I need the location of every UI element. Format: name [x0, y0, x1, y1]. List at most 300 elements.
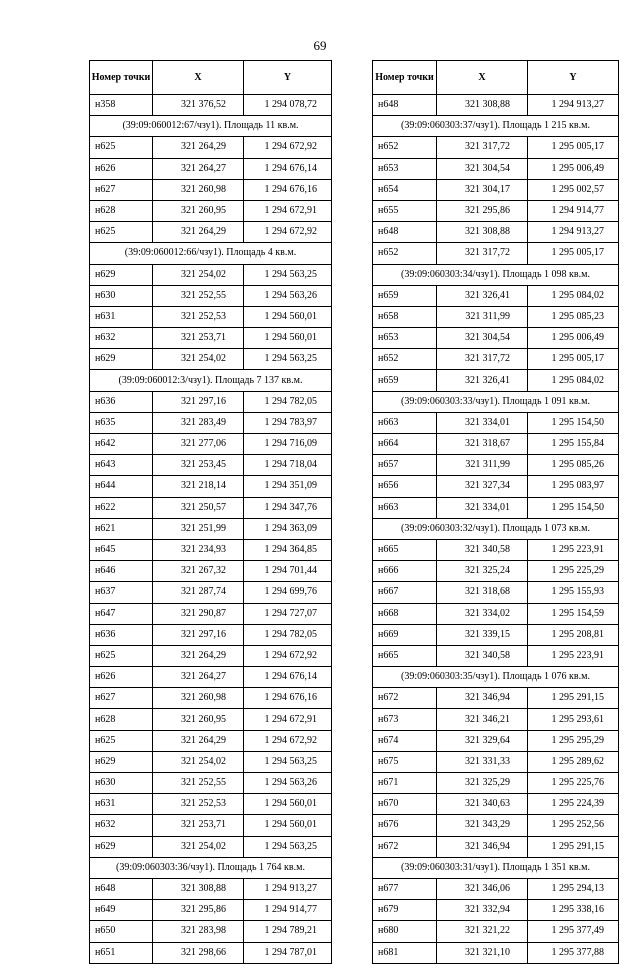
- y-coordinate-cell: 1 295 225,76: [528, 773, 619, 794]
- x-coordinate-cell: 321 311,99: [437, 455, 528, 476]
- x-coordinate-cell: 321 334,02: [437, 603, 528, 624]
- point-number-cell: н648: [90, 878, 153, 899]
- header-point-number: Номер точки: [90, 61, 153, 95]
- table-row: [373, 815, 619, 836]
- x-coordinate-cell: 321 264,29: [153, 730, 244, 751]
- x-coordinate-cell: 321 334,01: [437, 412, 528, 433]
- parcel-area-caption: (39:09:060012:3/чзу1). Площадь 7 137 кв.м.: [90, 370, 332, 391]
- table-row: [90, 497, 332, 518]
- x-coordinate-cell: 321 308,88: [437, 222, 528, 243]
- x-coordinate-cell: 321 332,94: [437, 900, 528, 921]
- x-coordinate-cell: 321 295,86: [437, 200, 528, 221]
- section-header-row: [90, 370, 332, 391]
- point-number-cell: н625: [90, 137, 153, 158]
- table-row: [373, 328, 619, 349]
- section-header-row: [373, 116, 619, 137]
- point-number-cell: н656: [373, 476, 437, 497]
- y-coordinate-cell: 1 295 294,13: [528, 878, 619, 899]
- x-coordinate-cell: 321 252,55: [153, 773, 244, 794]
- x-coordinate-cell: 321 264,29: [153, 222, 244, 243]
- point-number-cell: н652: [373, 137, 437, 158]
- table-row: [373, 200, 619, 221]
- x-coordinate-cell: 321 331,33: [437, 751, 528, 772]
- table-row: [90, 200, 332, 221]
- point-number-cell: н647: [90, 603, 153, 624]
- y-coordinate-cell: 1 294 787,01: [244, 942, 332, 963]
- y-coordinate-cell: 1 295 006,49: [528, 328, 619, 349]
- table-row: [373, 730, 619, 751]
- x-coordinate-cell: 321 339,15: [437, 624, 528, 645]
- table-row: [90, 179, 332, 200]
- table-row: [90, 285, 332, 306]
- point-number-cell: н652: [373, 349, 437, 370]
- table-row: [90, 582, 332, 603]
- point-number-cell: н669: [373, 624, 437, 645]
- y-coordinate-cell: 1 294 676,16: [244, 688, 332, 709]
- x-coordinate-cell: 321 254,02: [153, 349, 244, 370]
- table-row: [90, 878, 332, 899]
- table-row: [373, 434, 619, 455]
- x-coordinate-cell: 321 346,06: [437, 878, 528, 899]
- table-row: [373, 285, 619, 306]
- point-number-cell: н629: [90, 836, 153, 857]
- point-number-cell: н636: [90, 391, 153, 412]
- y-coordinate-cell: 1 295 005,17: [528, 137, 619, 158]
- point-number-cell: н625: [90, 730, 153, 751]
- y-coordinate-cell: 1 295 155,93: [528, 582, 619, 603]
- point-number-cell: н681: [373, 942, 437, 963]
- y-coordinate-cell: 1 294 672,91: [244, 709, 332, 730]
- x-coordinate-cell: 321 267,32: [153, 561, 244, 582]
- point-number-cell: н643: [90, 455, 153, 476]
- point-number-cell: н665: [373, 539, 437, 560]
- point-number-cell: н630: [90, 285, 153, 306]
- y-coordinate-cell: 1 295 223,91: [528, 645, 619, 666]
- table-row: [373, 900, 619, 921]
- y-coordinate-cell: 1 295 005,17: [528, 349, 619, 370]
- point-number-cell: н629: [90, 349, 153, 370]
- table-row: [373, 751, 619, 772]
- y-coordinate-cell: 1 295 223,91: [528, 539, 619, 560]
- table-row: [90, 730, 332, 751]
- y-coordinate-cell: 1 294 718,04: [244, 455, 332, 476]
- x-coordinate-cell: 321 317,72: [437, 349, 528, 370]
- point-number-cell: н626: [90, 158, 153, 179]
- table-row: [373, 794, 619, 815]
- table-row: [90, 773, 332, 794]
- table-row: [373, 709, 619, 730]
- y-coordinate-cell: 1 295 377,88: [528, 942, 619, 963]
- section-header-row: [90, 243, 332, 264]
- y-coordinate-cell: 1 294 563,26: [244, 773, 332, 794]
- y-coordinate-cell: 1 294 563,26: [244, 285, 332, 306]
- point-number-cell: н628: [90, 200, 153, 221]
- y-coordinate-cell: 1 295 289,62: [528, 751, 619, 772]
- header-point-number: Номер точки: [373, 61, 437, 95]
- x-coordinate-cell: 321 264,27: [153, 667, 244, 688]
- x-coordinate-cell: 321 260,98: [153, 688, 244, 709]
- header-x: X: [437, 61, 528, 95]
- table-row: [373, 349, 619, 370]
- y-coordinate-cell: 1 294 347,76: [244, 497, 332, 518]
- x-coordinate-cell: 321 253,71: [153, 815, 244, 836]
- y-coordinate-cell: 1 295 154,59: [528, 603, 619, 624]
- x-coordinate-cell: 321 318,68: [437, 582, 528, 603]
- table-row: [90, 306, 332, 327]
- y-coordinate-cell: 1 294 914,77: [528, 200, 619, 221]
- table-row: [373, 455, 619, 476]
- point-number-cell: н627: [90, 179, 153, 200]
- y-coordinate-cell: 1 294 563,25: [244, 264, 332, 285]
- x-coordinate-cell: 321 304,54: [437, 328, 528, 349]
- point-number-cell: н625: [90, 645, 153, 666]
- x-coordinate-cell: 321 346,21: [437, 709, 528, 730]
- table-row: [90, 434, 332, 455]
- table-row: [90, 942, 332, 963]
- section-header-row: [90, 857, 332, 878]
- point-number-cell: н659: [373, 370, 437, 391]
- x-coordinate-cell: 321 218,14: [153, 476, 244, 497]
- y-coordinate-cell: 1 294 699,76: [244, 582, 332, 603]
- y-coordinate-cell: 1 294 676,16: [244, 179, 332, 200]
- table-row: [90, 222, 332, 243]
- table-row: [90, 751, 332, 772]
- x-coordinate-cell: 321 304,17: [437, 179, 528, 200]
- point-number-cell: н674: [373, 730, 437, 751]
- point-number-cell: н658: [373, 306, 437, 327]
- table-row: [90, 539, 332, 560]
- parcel-area-caption: (39:09:060012:67/чзу1). Площадь 11 кв.м.: [90, 116, 332, 137]
- x-coordinate-cell: 321 290,87: [153, 603, 244, 624]
- point-number-cell: н676: [373, 815, 437, 836]
- table-row: [90, 95, 332, 116]
- table-row: [373, 476, 619, 497]
- point-number-cell: н667: [373, 582, 437, 603]
- point-number-cell: н358: [90, 95, 153, 116]
- table-row: [373, 222, 619, 243]
- point-number-cell: н671: [373, 773, 437, 794]
- table-row: [373, 582, 619, 603]
- y-coordinate-cell: 1 294 782,05: [244, 624, 332, 645]
- table-row: [373, 306, 619, 327]
- y-coordinate-cell: 1 294 701,44: [244, 561, 332, 582]
- x-coordinate-cell: 321 250,57: [153, 497, 244, 518]
- x-coordinate-cell: 321 321,10: [437, 942, 528, 963]
- point-number-cell: н646: [90, 561, 153, 582]
- table-row: [90, 645, 332, 666]
- parcel-area-caption: (39:09:060012:66/чзу1). Площадь 4 кв.м.: [90, 243, 332, 264]
- table-row: [373, 497, 619, 518]
- point-number-cell: н622: [90, 497, 153, 518]
- point-number-cell: н632: [90, 328, 153, 349]
- section-header-row: [373, 667, 619, 688]
- x-coordinate-cell: 321 329,64: [437, 730, 528, 751]
- table-row: [90, 349, 332, 370]
- table-row: [90, 158, 332, 179]
- y-coordinate-cell: 1 294 364,85: [244, 539, 332, 560]
- x-coordinate-cell: 321 334,01: [437, 497, 528, 518]
- y-coordinate-cell: 1 295 252,56: [528, 815, 619, 836]
- page-number: 69: [313, 38, 327, 53]
- x-coordinate-cell: 321 260,98: [153, 179, 244, 200]
- table-row: [90, 815, 332, 836]
- y-coordinate-cell: 1 295 002,57: [528, 179, 619, 200]
- x-coordinate-cell: 321 376,52: [153, 95, 244, 116]
- table-row: [90, 518, 332, 539]
- table-row: [90, 900, 332, 921]
- y-coordinate-cell: 1 294 560,01: [244, 306, 332, 327]
- section-header-row: [90, 116, 332, 137]
- y-coordinate-cell: 1 294 914,77: [244, 900, 332, 921]
- point-number-cell: н627: [90, 688, 153, 709]
- y-coordinate-cell: 1 295 208,81: [528, 624, 619, 645]
- table-row: [373, 561, 619, 582]
- y-coordinate-cell: 1 294 672,92: [244, 137, 332, 158]
- x-coordinate-cell: 321 317,72: [437, 137, 528, 158]
- point-number-cell: н631: [90, 794, 153, 815]
- point-number-cell: н670: [373, 794, 437, 815]
- table-row: [90, 836, 332, 857]
- table-row: [373, 95, 619, 116]
- y-coordinate-cell: 1 294 363,09: [244, 518, 332, 539]
- point-number-cell: н668: [373, 603, 437, 624]
- point-number-cell: н629: [90, 751, 153, 772]
- x-coordinate-cell: 321 252,53: [153, 306, 244, 327]
- x-coordinate-cell: 321 308,88: [153, 878, 244, 899]
- y-coordinate-cell: 1 295 085,23: [528, 306, 619, 327]
- y-coordinate-cell: 1 294 782,05: [244, 391, 332, 412]
- x-coordinate-cell: 321 254,02: [153, 264, 244, 285]
- x-coordinate-cell: 321 317,72: [437, 243, 528, 264]
- point-number-cell: н665: [373, 645, 437, 666]
- table-row: [90, 391, 332, 412]
- table-row: [373, 179, 619, 200]
- point-number-cell: н675: [373, 751, 437, 772]
- table-row: [373, 370, 619, 391]
- x-coordinate-cell: 321 287,74: [153, 582, 244, 603]
- point-number-cell: н644: [90, 476, 153, 497]
- point-number-cell: н625: [90, 222, 153, 243]
- point-number-cell: н630: [90, 773, 153, 794]
- x-coordinate-cell: 321 346,94: [437, 688, 528, 709]
- y-coordinate-cell: 1 294 789,21: [244, 921, 332, 942]
- table-row: [373, 243, 619, 264]
- y-coordinate-cell: 1 294 563,25: [244, 751, 332, 772]
- x-coordinate-cell: 321 340,63: [437, 794, 528, 815]
- y-coordinate-cell: 1 294 913,27: [244, 878, 332, 899]
- x-coordinate-cell: 321 264,27: [153, 158, 244, 179]
- parcel-area-caption: (39:09:060303:36/чзу1). Площадь 1 764 кв.м.: [90, 857, 332, 878]
- section-header-row: [373, 518, 619, 539]
- table-row: [373, 645, 619, 666]
- table-body: [373, 95, 619, 964]
- x-coordinate-cell: 321 298,66: [153, 942, 244, 963]
- point-number-cell: н659: [373, 285, 437, 306]
- point-number-cell: н663: [373, 412, 437, 433]
- point-number-cell: н642: [90, 434, 153, 455]
- x-coordinate-cell: 321 327,34: [437, 476, 528, 497]
- x-coordinate-cell: 321 311,99: [437, 306, 528, 327]
- table-row: [90, 476, 332, 497]
- x-coordinate-cell: 321 283,98: [153, 921, 244, 942]
- table-row: [90, 455, 332, 476]
- y-coordinate-cell: 1 294 672,92: [244, 645, 332, 666]
- table-row: [90, 412, 332, 433]
- point-number-cell: н677: [373, 878, 437, 899]
- y-coordinate-cell: 1 294 727,07: [244, 603, 332, 624]
- table-header-row: [373, 61, 619, 95]
- table-row: [373, 137, 619, 158]
- table-row: [90, 709, 332, 730]
- x-coordinate-cell: 321 340,58: [437, 645, 528, 666]
- y-coordinate-cell: 1 295 085,26: [528, 455, 619, 476]
- table-row: [373, 688, 619, 709]
- y-coordinate-cell: 1 295 154,50: [528, 412, 619, 433]
- x-coordinate-cell: 321 325,24: [437, 561, 528, 582]
- y-coordinate-cell: 1 295 083,97: [528, 476, 619, 497]
- y-coordinate-cell: 1 294 676,14: [244, 667, 332, 688]
- table-row: [373, 921, 619, 942]
- section-header-row: [373, 857, 619, 878]
- table-row: [373, 603, 619, 624]
- y-coordinate-cell: 1 295 084,02: [528, 370, 619, 391]
- header-y: Y: [528, 61, 619, 95]
- point-number-cell: н663: [373, 497, 437, 518]
- y-coordinate-cell: 1 294 672,92: [244, 222, 332, 243]
- y-coordinate-cell: 1 294 716,09: [244, 434, 332, 455]
- table-row: [373, 836, 619, 857]
- y-coordinate-cell: 1 294 560,01: [244, 815, 332, 836]
- y-coordinate-cell: 1 294 913,27: [528, 222, 619, 243]
- table-row: [90, 921, 332, 942]
- x-coordinate-cell: 321 346,94: [437, 836, 528, 857]
- x-coordinate-cell: 321 260,95: [153, 709, 244, 730]
- point-number-cell: н626: [90, 667, 153, 688]
- point-number-cell: н672: [373, 688, 437, 709]
- point-number-cell: н664: [373, 434, 437, 455]
- point-number-cell: н653: [373, 158, 437, 179]
- x-coordinate-cell: 321 321,22: [437, 921, 528, 942]
- section-header-row: [373, 391, 619, 412]
- point-number-cell: н645: [90, 539, 153, 560]
- x-coordinate-cell: 321 326,41: [437, 285, 528, 306]
- table-body: [90, 95, 332, 964]
- point-number-cell: н621: [90, 518, 153, 539]
- y-coordinate-cell: 1 294 676,14: [244, 158, 332, 179]
- y-coordinate-cell: 1 295 224,39: [528, 794, 619, 815]
- y-coordinate-cell: 1 295 225,29: [528, 561, 619, 582]
- x-coordinate-cell: 321 326,41: [437, 370, 528, 391]
- y-coordinate-cell: 1 294 351,09: [244, 476, 332, 497]
- x-coordinate-cell: 321 252,53: [153, 794, 244, 815]
- x-coordinate-cell: 321 234,93: [153, 539, 244, 560]
- y-coordinate-cell: 1 295 155,84: [528, 434, 619, 455]
- y-coordinate-cell: 1 294 560,01: [244, 328, 332, 349]
- x-coordinate-cell: 321 283,49: [153, 412, 244, 433]
- point-number-cell: н648: [373, 95, 437, 116]
- parcel-area-caption: (39:09:060303:35/чзу1). Площадь 1 076 кв.м.: [373, 667, 619, 688]
- y-coordinate-cell: 1 294 672,91: [244, 200, 332, 221]
- point-number-cell: н649: [90, 900, 153, 921]
- y-coordinate-cell: 1 294 563,25: [244, 349, 332, 370]
- header-y: Y: [244, 61, 332, 95]
- x-coordinate-cell: 321 260,95: [153, 200, 244, 221]
- table-row: [90, 137, 332, 158]
- x-coordinate-cell: 321 264,29: [153, 645, 244, 666]
- x-coordinate-cell: 321 253,45: [153, 455, 244, 476]
- parcel-area-caption: (39:09:060303:32/чзу1). Площадь 1 073 кв.м.: [373, 518, 619, 539]
- table-row: [90, 603, 332, 624]
- y-coordinate-cell: 1 294 672,92: [244, 730, 332, 751]
- y-coordinate-cell: 1 294 913,27: [528, 95, 619, 116]
- table-row: [90, 794, 332, 815]
- x-coordinate-cell: 321 318,67: [437, 434, 528, 455]
- point-number-cell: н673: [373, 709, 437, 730]
- point-number-cell: н632: [90, 815, 153, 836]
- x-coordinate-cell: 321 308,88: [437, 95, 528, 116]
- x-coordinate-cell: 321 325,29: [437, 773, 528, 794]
- table-header-row: [90, 61, 332, 95]
- x-coordinate-cell: 321 340,58: [437, 539, 528, 560]
- point-number-cell: н666: [373, 561, 437, 582]
- point-number-cell: н655: [373, 200, 437, 221]
- table-row: [373, 878, 619, 899]
- point-number-cell: н651: [90, 942, 153, 963]
- y-coordinate-cell: 1 295 291,15: [528, 688, 619, 709]
- y-coordinate-cell: 1 294 783,97: [244, 412, 332, 433]
- coordinates-table-right: [372, 60, 619, 964]
- point-number-cell: н631: [90, 306, 153, 327]
- point-number-cell: н648: [373, 222, 437, 243]
- table-row: [373, 158, 619, 179]
- y-coordinate-cell: 1 295 005,17: [528, 243, 619, 264]
- point-number-cell: н679: [373, 900, 437, 921]
- table-row: [90, 688, 332, 709]
- point-number-cell: н629: [90, 264, 153, 285]
- x-coordinate-cell: 321 297,16: [153, 391, 244, 412]
- point-number-cell: н680: [373, 921, 437, 942]
- table-row: [373, 624, 619, 645]
- point-number-cell: н672: [373, 836, 437, 857]
- table-row: [90, 624, 332, 645]
- x-coordinate-cell: 321 254,02: [153, 836, 244, 857]
- x-coordinate-cell: 321 253,71: [153, 328, 244, 349]
- x-coordinate-cell: 321 295,86: [153, 900, 244, 921]
- point-number-cell: н650: [90, 921, 153, 942]
- table-row: [373, 539, 619, 560]
- y-coordinate-cell: 1 295 291,15: [528, 836, 619, 857]
- y-coordinate-cell: 1 295 084,02: [528, 285, 619, 306]
- point-number-cell: н657: [373, 455, 437, 476]
- y-coordinate-cell: 1 295 338,16: [528, 900, 619, 921]
- table-row: [90, 328, 332, 349]
- table-row: [373, 773, 619, 794]
- parcel-area-caption: (39:09:060303:31/чзу1). Площадь 1 351 кв.м.: [373, 857, 619, 878]
- header-x: X: [153, 61, 244, 95]
- table-row: [90, 667, 332, 688]
- table-row: [90, 561, 332, 582]
- x-coordinate-cell: 321 252,55: [153, 285, 244, 306]
- point-number-cell: н635: [90, 412, 153, 433]
- y-coordinate-cell: 1 295 154,50: [528, 497, 619, 518]
- point-number-cell: н637: [90, 582, 153, 603]
- section-header-row: [373, 264, 619, 285]
- y-coordinate-cell: 1 294 563,25: [244, 836, 332, 857]
- table-row: [90, 264, 332, 285]
- point-number-cell: н636: [90, 624, 153, 645]
- point-number-cell: н653: [373, 328, 437, 349]
- x-coordinate-cell: 321 277,06: [153, 434, 244, 455]
